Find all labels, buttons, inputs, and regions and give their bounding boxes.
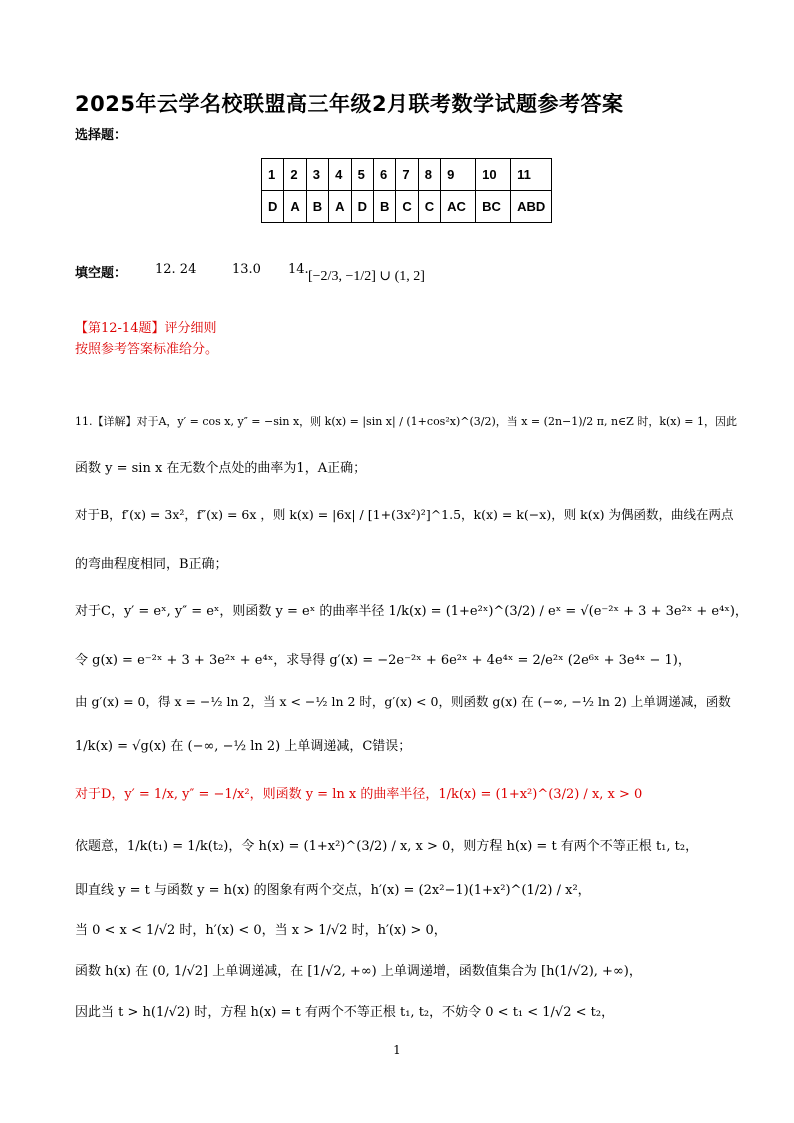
table-cell: 1 xyxy=(262,159,284,191)
table-cell: D xyxy=(262,191,284,223)
solution-line-11: 即直线 y = t 与函数 y = h(x) 的图象有两个交点，h′(x) = (2x²−1)(1+x²)^(1/2) / x²， xyxy=(75,883,591,898)
solution-line-7: 由 g′(x) = 0，得 x = −½ ln 2，当 x < −½ ln 2 时，g′(x) < 0，则函数 g(x) 在 (−∞, −½ ln 2) 上单调递减，函数 xyxy=(75,694,731,709)
table-cell: 8 xyxy=(418,159,440,191)
solution-line-12: 当 0 < x < 1/√2 时，h′(x) < 0，当 x > 1/√2 时，h′(x) > 0， xyxy=(75,923,447,938)
fill-answer-12: 12. 24 xyxy=(155,262,197,277)
answer-table xyxy=(261,158,552,223)
solution-line-10: 依题意，1/k(t₁) = 1/k(t₂)，令 h(x) = (1+x²)^(3/2) / x, x > 0，则方程 h(x) = t 有两个不等正根 t₁, t₂， xyxy=(75,839,699,854)
table-cell: A xyxy=(284,191,306,223)
solution-line-9: 对于D，y′ = 1/x, y″ = −1/x²，则函数 y = ln x 的曲率半径，1/k(x) = (1+x²)^(3/2) / x, x > 0 xyxy=(75,787,643,802)
solution-line-4: 的弯曲程度相同，B正确； xyxy=(75,557,228,572)
table-cell: 10 xyxy=(476,159,511,191)
table-cell: 6 xyxy=(373,159,395,191)
fill-heading: 填空题： xyxy=(75,266,128,281)
table-cell: 4 xyxy=(329,159,351,191)
solution-line-2: 函数 y = sin x 在无数个点处的曲率为1，A正确； xyxy=(75,461,367,476)
rubric-title: 【第12-14题】评分细则 xyxy=(75,321,217,336)
page-number: 1 xyxy=(393,1043,401,1057)
solution-line-13: 函数 h(x) 在 (0, 1/√2] 上单调递减，在 [1/√2, +∞) 上单调递增，函数值集合为 [h(1/√2), +∞)， xyxy=(75,964,642,979)
table-cell: 3 xyxy=(306,159,328,191)
table-cell: 5 xyxy=(351,159,373,191)
rubric-text: 按照参考答案标准给分。 xyxy=(75,342,219,357)
table-cell: D xyxy=(351,191,373,223)
table-cell: 7 xyxy=(396,159,418,191)
solution-line-6: 令 g(x) = e⁻²ˣ + 3 + 3e²ˣ + e⁴ˣ，求导得 g′(x) = −2e⁻²ˣ + 6e²ˣ + 4e⁴ˣ = 2/e²ˣ (2e⁶ˣ + 3e⁴ˣ − 1)， xyxy=(75,653,691,668)
page-title: 2025年云学名校联盟高三年级2月联考数学试题参考答案 xyxy=(75,92,624,116)
table-cell: 9 xyxy=(441,159,476,191)
table-cell: C xyxy=(396,191,418,223)
table-cell: B xyxy=(306,191,328,223)
table-cell: 11 xyxy=(511,159,552,191)
table-cell: AC xyxy=(441,191,476,223)
table-cell: 2 xyxy=(284,159,306,191)
answer-table-number-row xyxy=(262,159,552,191)
fill-answer-13: 13.0 xyxy=(232,262,261,277)
solution-line-3: 对于B，f′(x) = 3x²，f″(x) = 6x ，则 k(x) = |6x| / [1+(3x²)²]^1.5，k(x) = k(−x)，则 k(x) 为偶函数，曲线在两点 xyxy=(75,507,734,522)
table-cell: ABD xyxy=(511,191,552,223)
fill-answer-14-interval: [−2/3, −1/2] ∪ (1, 2] xyxy=(308,269,425,284)
fill-answer-14-label: 14. xyxy=(288,262,309,277)
solution-line-14: 因此当 t > h(1/√2) 时，方程 h(x) = t 有两个不等正根 t₁, t₂，不妨令 0 < t₁ < 1/√2 < t₂， xyxy=(75,1005,615,1020)
solution-line-5: 对于C，y′ = eˣ, y″ = eˣ，则函数 y = eˣ 的曲率半径 1/k(x) = (1+e²ˣ)^(3/2) / eˣ = √(e⁻²ˣ + 3 + 3e²ˣ + e⁴ˣ)， xyxy=(75,604,748,619)
table-cell: C xyxy=(418,191,440,223)
choice-heading: 选择题： xyxy=(75,128,128,143)
table-cell: A xyxy=(329,191,351,223)
answer-table-answer-row xyxy=(262,191,552,223)
solution-line-1: 11.【详解】对于A，y′ = cos x, y″ = −sin x，则 k(x) = |sin x| / (1+cos²x)^(3/2)，当 x = (2n−1)/2 π, n∈Z 时，k(x) = 1，因此 xyxy=(75,415,737,428)
solution-line-8: 1/k(x) = √g(x) 在 (−∞, −½ ln 2) 上单调递减，C错误； xyxy=(75,739,412,754)
table-cell: B xyxy=(373,191,395,223)
table-cell: BC xyxy=(476,191,511,223)
